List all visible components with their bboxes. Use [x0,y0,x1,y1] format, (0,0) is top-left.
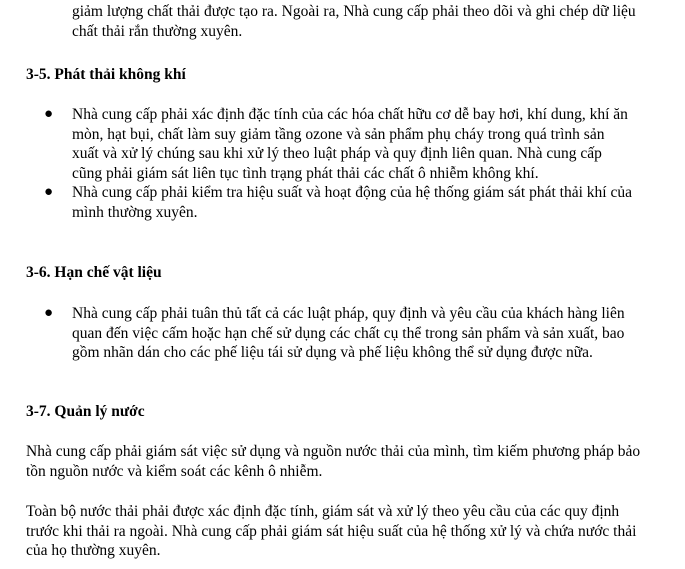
list-item [0,304,632,363]
water-paragraph-1: Nhà cung cấp phải giám sát việc sử dụng và nguồn nước thải của mình, tìm kiếm phương pháp bảo tồn nguồn nước và kiểm soát các kênh ô nhiễm. [26,443,641,480]
list-item-text: Nhà cung cấp phải kiểm tra hiệu suất và hoạt động của hệ thống giám sát phát thải khí của mình thường xuyên. [72,184,632,221]
heading-water-management: 3-7. Quản lý nước [26,403,145,420]
heading-air-emissions: 3-5. Phát thải không khí [26,66,186,83]
list-item-text: Nhà cung cấp phải xác định đặc tính của các hóa chất hữu cơ dễ bay hơi, khí dung, khí ăn mòn, hạt bụi, chất làm suy giảm tầng ozone và sản phẩm phụ cháy trong quá trình sản xuất và xử lý chúng sau khi xử lý theo luật pháp và quy định liên quan. Nhà cung cấp cũng phải giám sát liên tục tình trạng phát thải các chất ô nhiễm không khí. [72,106,628,182]
bullet-icon: ● [44,305,54,321]
list-item [0,183,632,222]
bullet-icon: ● [44,184,54,200]
list-item [0,105,632,183]
bullet-icon: ● [44,106,54,122]
water-paragraph-2: Toàn bộ nước thải phải được xác định đặc tính, giám sát và xử lý theo yêu cầu của các quy định trước khi thải ra ngoài. Nhà cung cấp phải giám sát hiệu suất của hệ thống xử lý và chứa nước thải của họ thường xuyên. [26,503,637,559]
material-restriction-list [0,304,685,363]
air-emissions-list [0,105,685,222]
heading-material-restriction: 3-6. Hạn chế vật liệu [26,264,162,281]
continuation-paragraph: giảm lượng chất thải được tạo ra. Ngoài ra, Nhà cung cấp phải theo dõi và ghi chép dữ liệu chất thải rắn thường xuyên. [72,3,636,40]
list-item-text: Nhà cung cấp phải tuân thủ tất cả các luật pháp, quy định và yêu cầu của khách hàng liên quan đến việc cấm hoặc hạn chế sử dụng các chất cụ thể trong sản phẩm và sản xuất, bao gồm nhãn dán cho các phế liệu tái sử dụng và phế liệu không thể sử dụng được nữa. [72,305,625,361]
